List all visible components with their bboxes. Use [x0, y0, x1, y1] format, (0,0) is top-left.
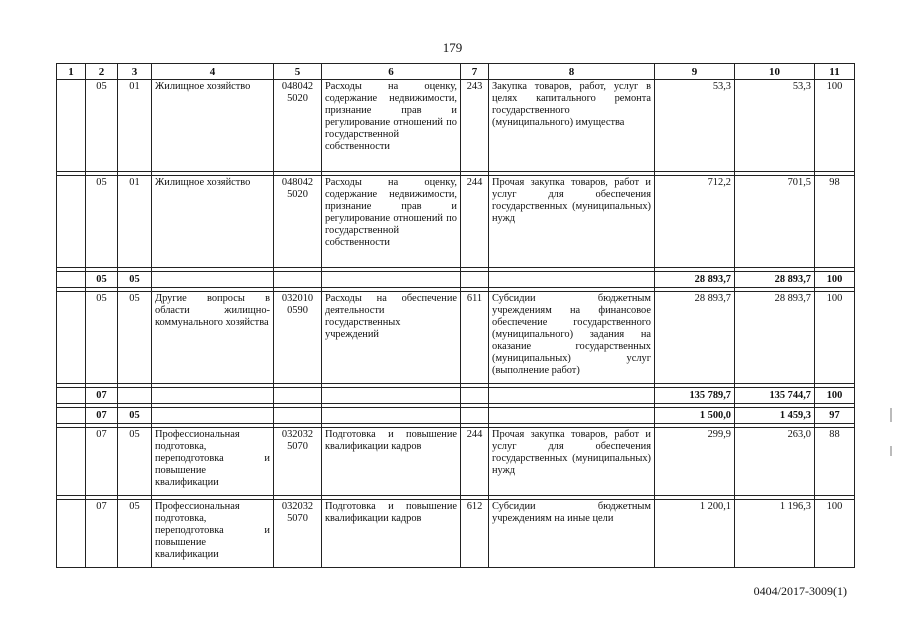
cell-c5: [274, 500, 322, 568]
target-code-part: 048042: [281, 81, 314, 92]
cell-c9: 53,3: [655, 80, 735, 172]
header-cell: 5: [274, 64, 322, 80]
empty-cell: [274, 408, 322, 424]
header-cell: 1: [57, 64, 86, 80]
subtotal-row: [57, 272, 855, 288]
target-code-part: 032010: [281, 293, 314, 304]
empty-cell: [489, 272, 655, 288]
subtotal-row: [57, 388, 855, 404]
cell-c3: 05: [118, 428, 152, 496]
cell-c10: 28 893,7: [735, 292, 815, 384]
empty-cell: [322, 272, 461, 288]
table-row: [57, 176, 855, 268]
cell-c7: 611: [461, 292, 489, 384]
cell-c3: 01: [118, 176, 152, 268]
empty-cell: [322, 388, 461, 404]
cell-c2: 07: [86, 388, 118, 404]
cell-c7: 244: [461, 176, 489, 268]
target-code-part: 5020: [287, 93, 308, 104]
cell-c8: Прочая закупка товаров, работ и услуг для обеспечения государственных (муниципальных) нужд: [489, 428, 655, 496]
cell-c10: 53,3: [735, 80, 815, 172]
target-code-part: 0590: [287, 305, 308, 316]
cell-c7: 243: [461, 80, 489, 172]
target-code-part: 5070: [287, 513, 308, 524]
cell-c7: 612: [461, 500, 489, 568]
cell-c1: [57, 176, 86, 268]
cell-c2: 05: [86, 272, 118, 288]
empty-cell: [152, 272, 274, 288]
cell-c10: 701,5: [735, 176, 815, 268]
empty-cell: [322, 408, 461, 424]
cell-c5: [274, 428, 322, 496]
cell-c7: 244: [461, 428, 489, 496]
cell-c11: 98: [815, 176, 855, 268]
cell-c8: Закупка товаров, работ, услуг в целях капитального ремонта государственного (муниципального) имущества: [489, 80, 655, 172]
cell-c4: Другие вопросы в области жилищно-коммунального хозяйства: [152, 292, 274, 384]
cell-c2: 07: [86, 408, 118, 424]
empty-cell: [274, 388, 322, 404]
cell-c11: 100: [815, 272, 855, 288]
cell-c2: 05: [86, 292, 118, 384]
table-body: [57, 64, 855, 568]
cell-c11: 88: [815, 428, 855, 496]
cell-c9: 135 789,7: [655, 388, 735, 404]
target-code-part: 032032: [281, 429, 314, 440]
cell-c2: 05: [86, 176, 118, 268]
margin-mark: [890, 446, 892, 456]
header-cell: 10: [735, 64, 815, 80]
header-cell: 11: [815, 64, 855, 80]
cell-c6: Подготовка и повышение квалификации кадров: [322, 428, 461, 496]
cell-c4: Жилищное хозяйство: [152, 80, 274, 172]
cell-c2: 07: [86, 428, 118, 496]
cell-c9: 1 200,1: [655, 500, 735, 568]
cell-c8: Субсидии бюджетным учреждениям на финансовое обеспечение государственного (муниципального) задания на оказание государственных (муниципальных) услуг (выполнение работ): [489, 292, 655, 384]
cell-c2: 07: [86, 500, 118, 568]
page-number: 179: [442, 40, 463, 55]
header-cell: 3: [118, 64, 152, 80]
cell-c11: 100: [815, 80, 855, 172]
empty-cell: [461, 408, 489, 424]
cell-c10: 263,0: [735, 428, 815, 496]
cell-c3: 05: [118, 292, 152, 384]
cell-c5: [274, 176, 322, 268]
cell-c5: [274, 292, 322, 384]
cell-c9: 712,2: [655, 176, 735, 268]
cell-c3: 05: [118, 408, 152, 424]
cell-c9: 299,9: [655, 428, 735, 496]
table-row: [57, 500, 855, 568]
cell-c9: 1 500,0: [655, 408, 735, 424]
empty-cell: [152, 408, 274, 424]
cell-c9: 28 893,7: [655, 272, 735, 288]
empty-cell: [461, 272, 489, 288]
empty-cell: [489, 388, 655, 404]
cell-c8: Прочая закупка товаров, работ и услуг для обеспечения государственных (муниципальных) нужд: [489, 176, 655, 268]
cell-c4: Жилищное хозяйство: [152, 176, 274, 268]
empty-cell: [57, 272, 86, 288]
cell-c3: 05: [118, 272, 152, 288]
header-cell: 4: [152, 64, 274, 80]
cell-c11: 100: [815, 500, 855, 568]
table-row: [57, 428, 855, 496]
target-code-part: 048042: [281, 177, 314, 188]
cell-c10: 28 893,7: [735, 272, 815, 288]
cell-c5: [274, 80, 322, 172]
cell-c1: [57, 500, 86, 568]
empty-cell: [489, 408, 655, 424]
budget-table: [56, 63, 855, 568]
cell-c6: Подготовка и повышение квалификации кадров: [322, 500, 461, 568]
cell-c6: Расходы на оценку, содержание недвижимости, признание прав и регулирование отношений по государственной собственности: [322, 80, 461, 172]
cell-c11: 100: [815, 292, 855, 384]
cell-c6: Расходы на обеспечение деятельности государственных учреждений: [322, 292, 461, 384]
cell-c8: Субсидии бюджетным учреждениям на иные цели: [489, 500, 655, 568]
cell-c3: [118, 388, 152, 404]
cell-c2: 05: [86, 80, 118, 172]
table-row: [57, 80, 855, 172]
header-cell: 6: [322, 64, 461, 80]
cell-c3: 01: [118, 80, 152, 172]
header-row: [57, 64, 855, 80]
cell-c6: Расходы на оценку, содержание недвижимости, признание прав и регулирование отношений по государственной собственности: [322, 176, 461, 268]
cell-c11: 97: [815, 408, 855, 424]
header-cell: 2: [86, 64, 118, 80]
cell-c1: [57, 428, 86, 496]
cell-c9: 28 893,7: [655, 292, 735, 384]
cell-c10: 1 459,3: [735, 408, 815, 424]
empty-cell: [274, 272, 322, 288]
empty-cell: [57, 388, 86, 404]
empty-cell: [461, 388, 489, 404]
cell-c1: [57, 292, 86, 384]
target-code-part: 032032: [281, 501, 314, 512]
table-row: [57, 292, 855, 384]
header-cell: 8: [489, 64, 655, 80]
header-cell: 9: [655, 64, 735, 80]
cell-c11: 100: [815, 388, 855, 404]
document-code: 0404/2017-3009(1): [753, 584, 847, 598]
cell-c10: 1 196,3: [735, 500, 815, 568]
cell-c1: [57, 80, 86, 172]
target-code-part: 5020: [287, 189, 308, 200]
cell-c4: Профессиональная подготовка, переподготовка и повышение квалификации: [152, 428, 274, 496]
cell-c10: 135 744,7: [735, 388, 815, 404]
target-code-part: 5070: [287, 441, 308, 452]
empty-cell: [152, 388, 274, 404]
cell-c3: 05: [118, 500, 152, 568]
margin-mark: [890, 408, 892, 422]
header-cell: 7: [461, 64, 489, 80]
empty-cell: [57, 408, 86, 424]
cell-c4: Профессиональная подготовка, переподготовка и повышение квалификации: [152, 500, 274, 568]
subtotal-row: [57, 408, 855, 424]
